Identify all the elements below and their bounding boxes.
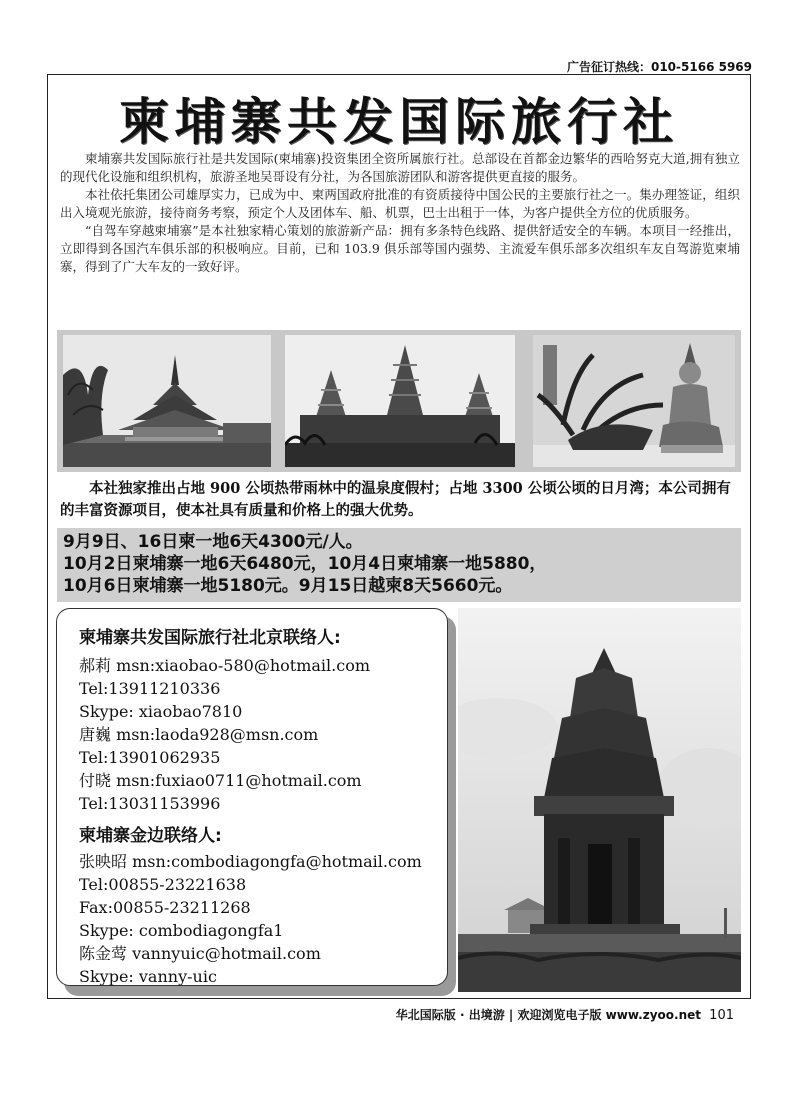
footer-website: 欢迎浏览电子版 www.zyoo.net: [517, 1008, 701, 1022]
contact-line: Tel:00855-23221638: [79, 875, 247, 894]
intro-paragraph-2: 本社依托集团公司雄厚实力，已成为中、柬两国政府批准的有资质接待中国公民的主要旅行社之一。集办理签证，组织出入境观光旅游，接待商务考察，预定个人及团体车、船、机票，巴士出租于一体，为客户提供全方位的优质服务。: [60, 187, 740, 220]
contact-line: 张映昭 msn:combodiagongfa@hotmail.com: [79, 852, 422, 871]
price-box: [57, 528, 741, 602]
page-number: 101: [709, 1008, 734, 1023]
footer-separator: |: [508, 1008, 514, 1022]
contact-line: 唐巍 msn:laoda928@msn.com: [79, 725, 319, 744]
contact-line: 付晓 msn:fuxiao0711@hotmail.com: [79, 771, 362, 790]
promo-text: [60, 478, 740, 522]
price-line-3: 10月6日柬埔寨一地5180元。9月15日越柬8天5660元。: [63, 576, 513, 596]
angkor-wat-photo: [285, 335, 515, 467]
contact-line: Skype: xiaobao7810: [79, 702, 243, 721]
statue-photo: [533, 335, 735, 467]
contact-line: Tel:13911210336: [79, 679, 221, 698]
beijing-contacts-header: 柬埔寨共发国际旅行社北京联络人:: [79, 628, 341, 648]
contact-line: Skype: vanny-uic: [79, 967, 217, 986]
footer: [396, 1006, 734, 1023]
contact-line: 郝莉 msn:xiaobao-580@hotmail.com: [79, 656, 371, 675]
independence-monument-photo: [458, 608, 741, 992]
phnompenh-contacts-header: 柬埔寨金边联络人:: [79, 826, 222, 846]
intro-paragraph-1: 柬埔寨共发国际旅行社是共发国际(柬埔寨)投资集团全资所属旅行社。总部设在首都金边繁华的西哈努克大道,拥有独立的现代化设施和组织机构，旅游圣地吴哥设有分社，为各国旅游团队和游客提供更直接的服务。: [60, 151, 740, 184]
contact-line: Tel:13901062935: [79, 748, 221, 767]
contact-card: [56, 608, 448, 986]
intro-text: [60, 150, 740, 276]
contact-line: 陈金莺 vannyuic@hotmail.com: [79, 944, 321, 963]
contact-line: Tel:13031153996: [79, 794, 221, 813]
palace-photo: [63, 335, 271, 467]
promo-paragraph: 本社独家推出占地 900 公顷热带雨林中的温泉度假村；占地 3300 公顷公顷的日月湾；本公司拥有的丰富资源项目，使本社具有质量和价格上的强大优势。: [60, 480, 731, 519]
page-title: 柬埔寨共发国际旅行社: [119, 92, 679, 151]
price-line-2: 10月2日柬埔寨一地6天6480元，10月4日柬埔寨一地5880，: [63, 554, 547, 574]
intro-paragraph-3: “自驾车穿越柬埔寨”是本社独家精心策划的旅游新产品：拥有多条特色线路、提供舒适安全的车辆。本项目一经推出，立即得到各国汽车俱乐部的积极响应。目前，已和 103.9 俱乐部等国内强势、主流爱车俱乐部多次组织车友自驾游览柬埔寨，得到了广大车友的一致好评。: [60, 223, 740, 274]
photo-strip: [57, 330, 741, 472]
ad-hotline: 广告征订热线：010-5166 5969: [566, 60, 752, 74]
price-line-1: 9月9日、16日柬一地6天4300元/人。: [63, 532, 363, 552]
contact-line: Fax:00855-23211268: [79, 898, 251, 917]
contact-line: Skype: combodiagongfa1: [79, 921, 284, 940]
footer-edition: 华北国际版 · 出境游: [395, 1008, 505, 1022]
